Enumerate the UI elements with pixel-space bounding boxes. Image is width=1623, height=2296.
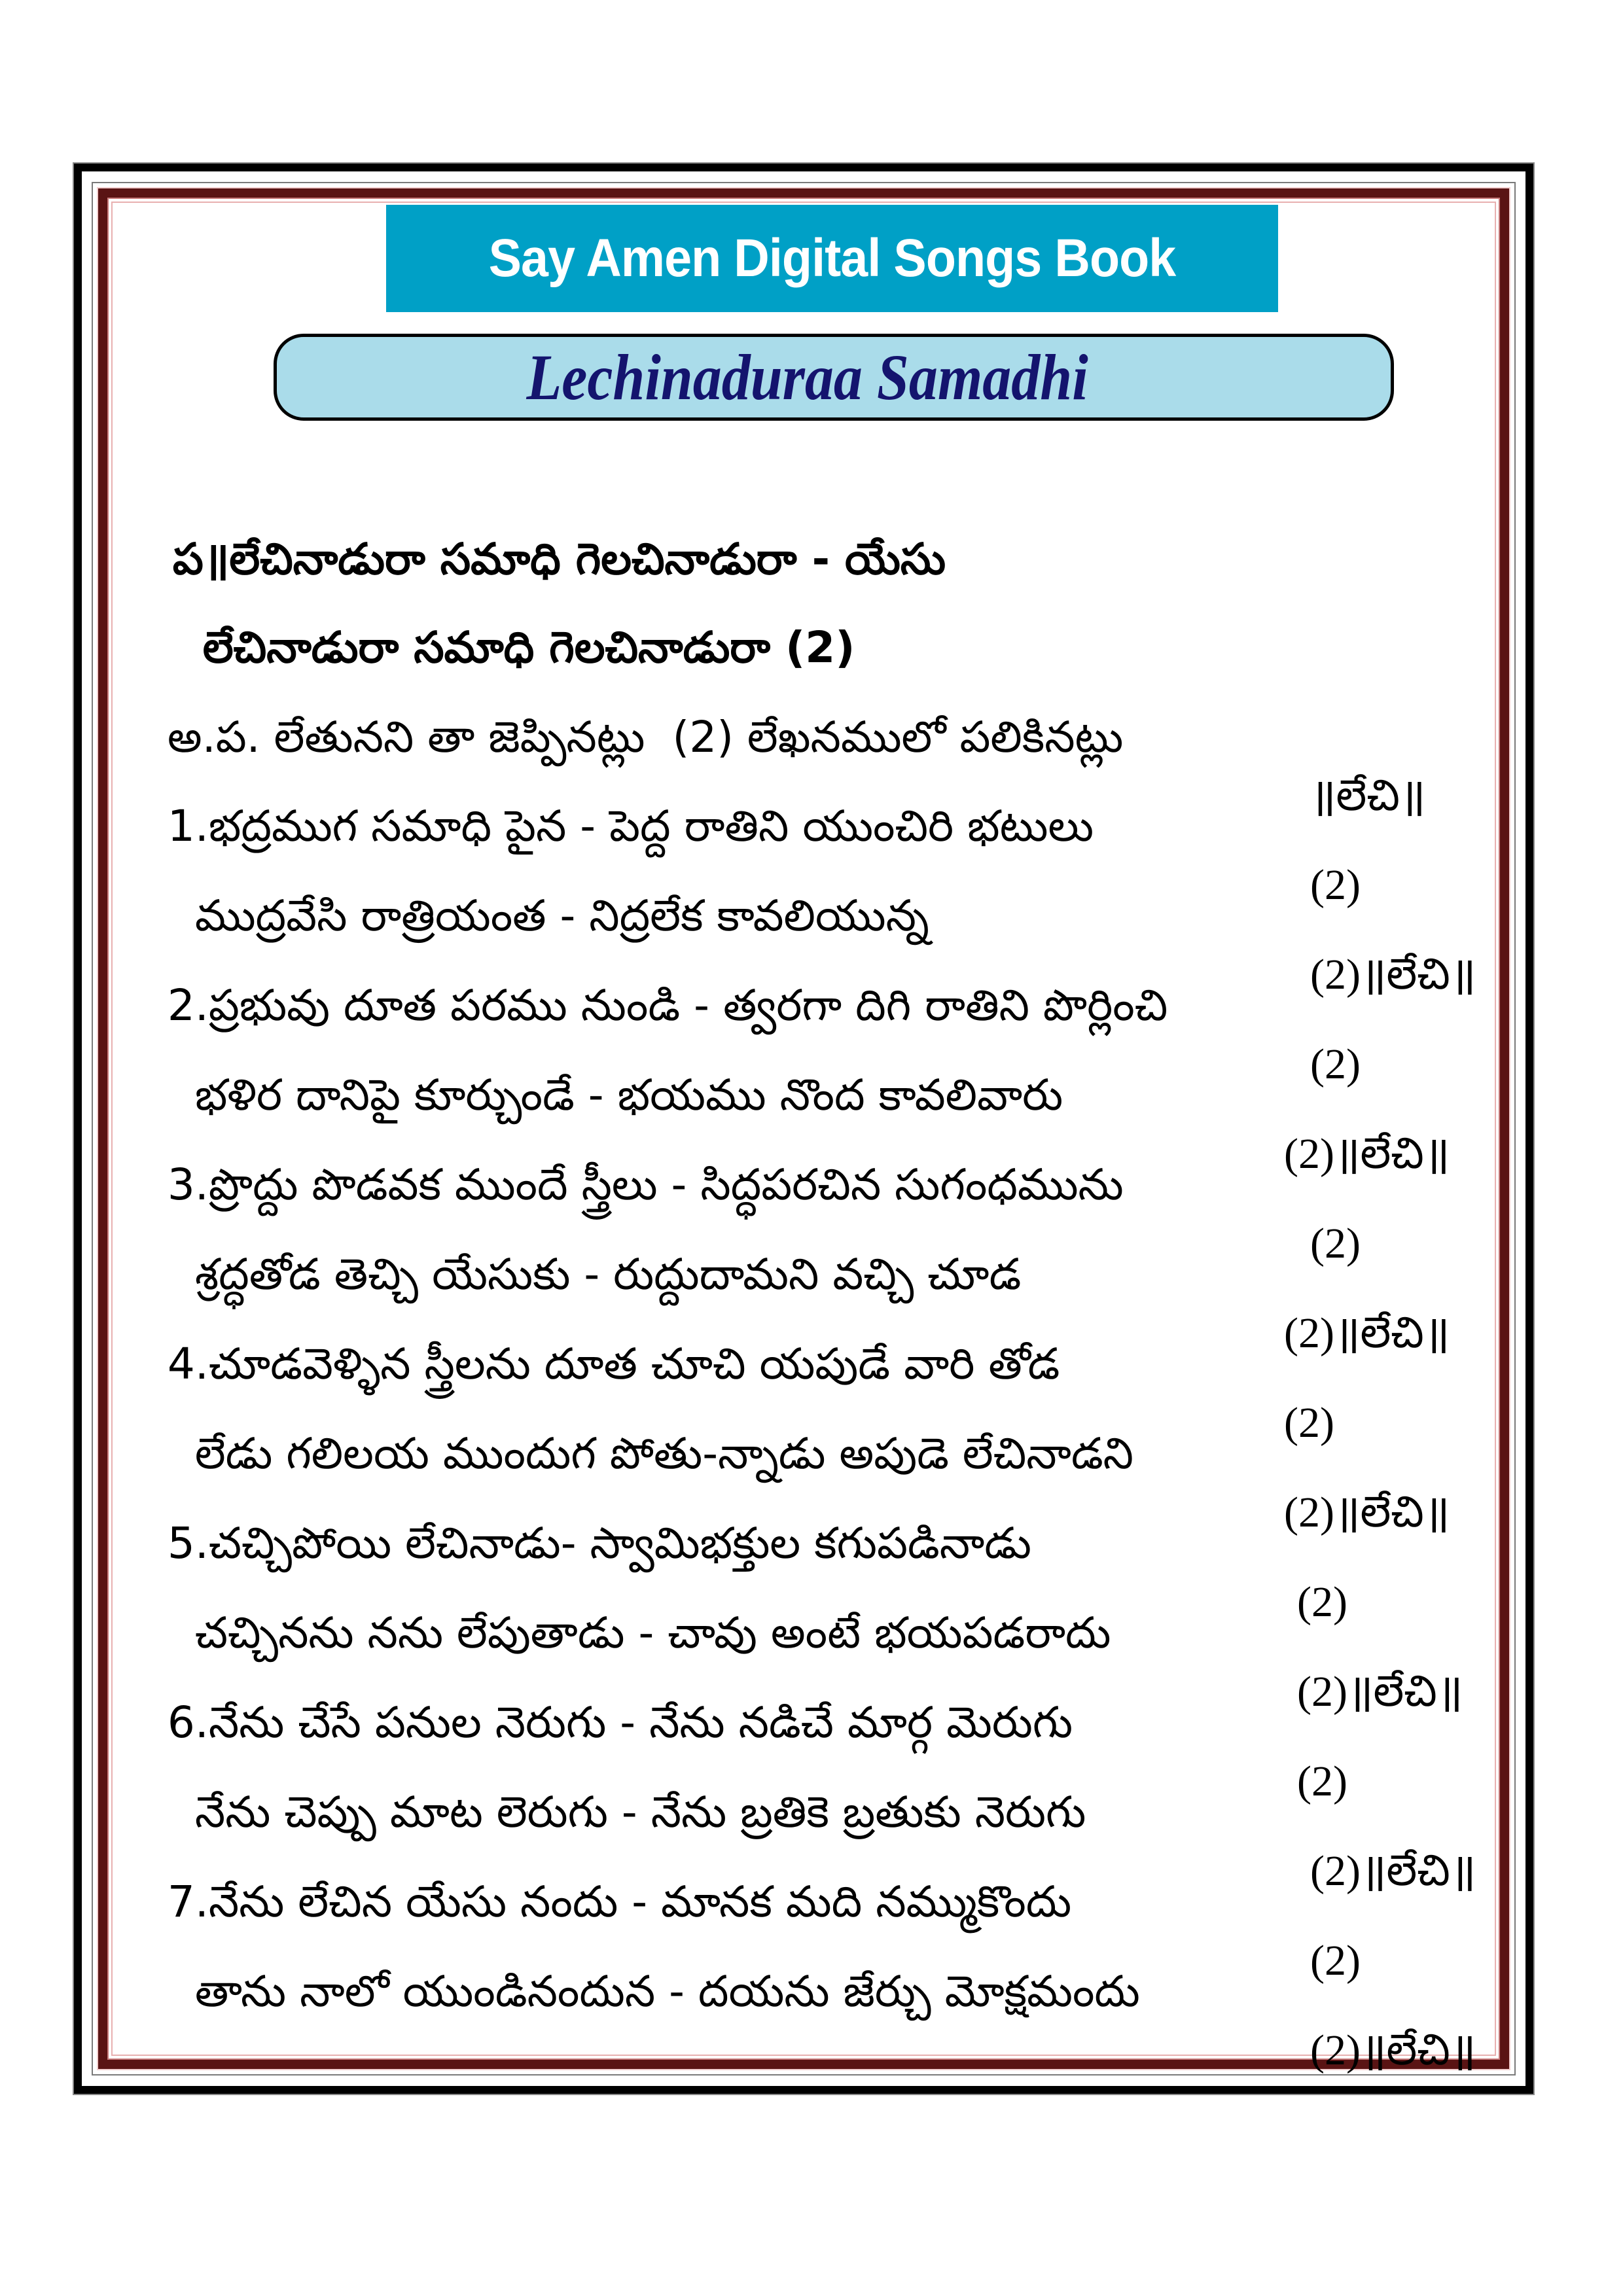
repeat-marker: (2) bbox=[1297, 1757, 1347, 1805]
lyric-text: 4.చూడవెళ్ళిన స్త్రీలను దూత చూచి యపుడే వారి తోడ bbox=[167, 1339, 1060, 1389]
lyric-text: లేడు గలిలయ ముందుగ పోతు-న్నాడు అపుడె లేచినాడని bbox=[167, 1428, 1134, 1479]
lyric-text: ముద్రవేసి రాత్రియంత - నిద్రలేక కావలియున్న bbox=[167, 891, 929, 941]
repeat-marker: (2) bbox=[1310, 1937, 1361, 1985]
lyric-text: లేచినాడురా సమాధి గెలచినాడురా (2) bbox=[172, 622, 855, 673]
lyric-text: 6.నేను చేసే పనుల నెరుగు - నేను నడిచే మార్గ మెరుగు bbox=[167, 1697, 1073, 1748]
repeat-marker: (2)॥లేచి॥ bbox=[1310, 951, 1476, 998]
lyric-text: చచ్చినను నను లేపుతాడు - చావు అంటే భయపడరాదు bbox=[167, 1608, 1111, 1658]
lyric-text: 5.చచ్చిపోయి లేచినాడు- స్వామిభక్తుల కగుపడినాడు bbox=[167, 1518, 1031, 1568]
book-banner bbox=[386, 205, 1278, 312]
repeat-marker: (2) bbox=[1284, 1399, 1334, 1447]
repeat-marker: (2) bbox=[1297, 1578, 1347, 1626]
repeat-marker: (2)॥లేచి॥ bbox=[1284, 1130, 1450, 1178]
repeat-marker: (2)॥లేచి॥ bbox=[1284, 1309, 1450, 1357]
lyric-text: 2.ప్రభువు దూత పరము నుండి - త్వరగా దిగి రాతిని పొర్లించి bbox=[167, 980, 1168, 1031]
lyric-text: నేను చెప్పు మాట లెరుగు - నేను బ్రతికె బ్రతుకు నెరుగు bbox=[167, 1787, 1086, 1837]
repeat-marker: (2) bbox=[1310, 1040, 1361, 1088]
lyric-text: భళిర దానిపై కూర్చుండే - భయము నొంద కావలివారు bbox=[167, 1070, 1063, 1120]
lyric-text: అ.ప. లేతునని తా జెప్పినట్లు (2) లేఖనములో పలికినట్లు bbox=[167, 712, 1124, 762]
repeat-marker: (2)॥లేచి॥ bbox=[1310, 1847, 1476, 1895]
lyric-text: 3.ప్రొద్దు పొడవక ముందే స్త్రీలు - సిద్ధపరచిన సుగంధమును bbox=[167, 1159, 1124, 1210]
repeat-marker: (2) bbox=[1310, 1220, 1361, 1267]
song-title: Lechinaduraa Samadhi bbox=[526, 341, 1089, 414]
lyric-text: 7.నేను లేచిన యేసు నందు - మానక మది నమ్ముకొందు bbox=[167, 1877, 1072, 1927]
stanza-7-line-2 bbox=[113, 1903, 1476, 2139]
lyric-text: ప॥లేచినాడురా సమాధి గెలచినాడురా - యేసు bbox=[172, 534, 946, 584]
refrain-marker: ॥లేచి॥ bbox=[1310, 772, 1426, 820]
lyric-text: శ్రద్ధతోడ తెచ్చి యేసుకు - రుద్దుదామని వచ్చి చూడ bbox=[167, 1249, 1022, 1299]
song-title-box bbox=[274, 334, 1394, 421]
book-title: Say Amen Digital Songs Book bbox=[488, 228, 1176, 288]
lyric-text: 1.భద్రముగ సమాధి పైన - పెద్ద రాతిని యుంచిరి భటులు bbox=[167, 801, 1094, 851]
repeat-marker: (2)॥లేచి॥ bbox=[1310, 2026, 1476, 2074]
lyric-text: తాను నాలో యుండినందున - దయను జేర్చు మోక్షమందు bbox=[167, 1966, 1140, 2017]
repeat-marker: (2)॥లేచి॥ bbox=[1297, 1668, 1463, 1716]
repeat-marker: (2) bbox=[1310, 861, 1361, 909]
repeat-marker: (2)॥లేచి॥ bbox=[1284, 1489, 1450, 1536]
